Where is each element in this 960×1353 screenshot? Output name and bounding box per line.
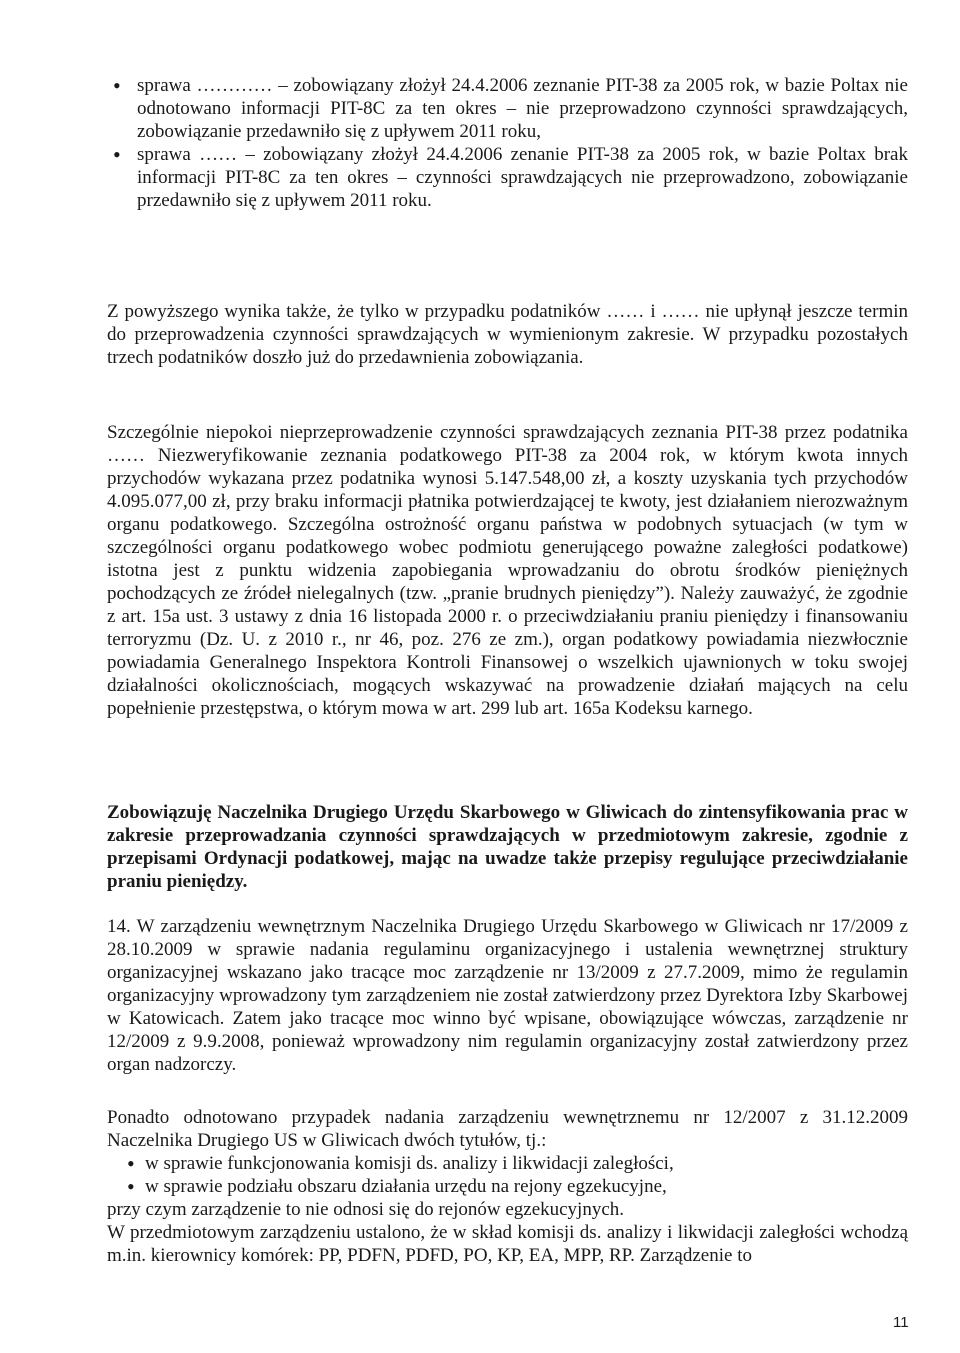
title-item: • w sprawie podziału obszaru działania urzędu na rejony egzekucyjne, xyxy=(107,1175,908,1198)
title-item: • w sprawie funkcjonowania komisji ds. analizy i likwidacji zaległości, xyxy=(107,1152,908,1175)
commission-paragraph: W przedmiotowym zarządzeniu ustalono, że w skład komisji ds. analizy i likwidacji zaległości wchodzą m.in. kierownicy komórek: PP, PDFN, PDFD, PO, KP, EA, MPP, RP. Zarządzenie to xyxy=(107,1222,908,1266)
concern-paragraph: Szczególnie niepokoi nieprzeprowadzenie czynności sprawdzających zeznania PIT-38 przez podatnika …… Niezweryfikowanie zeznania podatkowego PIT-38 za 2004 rok, w którym kwota innych przychodów wykazana przez podatnika wynosi 5.147.548,00 zł, a koszty uzyskania tych przychodów 4.095.077,00 zł, przy braku informacji płatnika potwierdzającej te kwoty, jest działaniem nierozważnym organu podatkowego. Szczególna ostrożność organu państwa w podobnych sytuacjach (w tym w szczególności organu podatkowego wobec podmiotu generującego poważne zaległości podatkowe) istotna jest z punktu widzenia zapobiegania wprowadzaniu do obrotu środków pieniężnych pochodzących ze źródeł nielegalnych (tzw. „pranie brudnych pieniędzy”). Należy zauważyć, że zgodnie z art. 15a ust. 3 ustawy z dnia 16 listopada 2000 r. o przeciwdziałaniu praniu pieniędzy i finansowaniu terroryzmu (Dz. U. z 2010 r., nr 46, poz. 276 ze zm.), organ podatkowy powiadamia niezwłocznie powiadamia Generalnego Inspektora Kontroli Finansowej o wszelkich ujawnionych w toku swojej działalności okolicznościach, mogących wskazywać na prowadzenie działań mających na celu popełnienie przestępstwa, o którym mowa w art. 299 lub art. 165a Kodeksu karnego. xyxy=(107,422,908,719)
titles-after: przy czym zarządzenie to nie odnosi się do rejonów egzekucyjnych. xyxy=(107,1199,625,1220)
titles-section xyxy=(107,1106,908,1267)
point-14-paragraph: 14. W zarządzeniu wewnętrznym Naczelnika Drugiego Urzędu Skarbowego w Gliwicach nr 17/2009 z 28.10.2009 w sprawie nadania regulaminu organizacyjnego i ustalenia wewnętrznej struktury organizacyjnej wskazano jako tracące moc zarządzenie nr 13/2009 z 27.7.2009, mimo że regulamin organizacyjny wprowadzony tym zarządzeniem nie został zatwierdzony przez Dyrektora Izby Skarbowej w Katowicach. Zatem jako tracące moc winno być wpisane, obowiązujące wówczas, zarządzenie nr 12/2009 z 9.9.2008, ponieważ wprowadzony nim regulamin organizacyjny został zatwierdzony przez organ nadzorczy. xyxy=(107,916,908,1075)
titles-intro: Ponadto odnotowano przypadek nadania zarządzeniu wewnętrznemu nr 12/2007 z 31.12.2009 Naczelnika Drugiego US w Gliwicach dwóch tytułów, tj.: xyxy=(107,1107,908,1151)
titles-list xyxy=(107,1152,908,1198)
page-number: 11 xyxy=(893,1314,909,1331)
case-list xyxy=(107,74,908,212)
case-item: • sprawa ………… – zobowiązany złożył 24.4.2006 zeznanie PIT-38 za 2005 rok, w bazie Poltax nie odnotowano informacji PIT-8C za ten okres – nie przeprowadzono czynności sprawdzających, zobowiązanie przedawniło się z upływem 2011 roku, xyxy=(107,74,908,143)
conclusion-paragraph: Z powyższego wynika także, że tylko w przypadku podatników …… i …… nie upłynął jeszcze termin do przeprowadzenia czynności sprawdzających w wymienionym zakresie. W przypadku pozostałych trzech podatników doszło już do przedawnienia zobowiązania. xyxy=(107,301,908,368)
obligation-paragraph: Zobowiązuję Naczelnika Drugiego Urzędu Skarbowego w Gliwicach do zintensyfikowania prac w zakresie przeprowadzania czynności sprawdzających w przedmiotowym zakresie, zgodnie z przepisami Ordynacji podatkowej, mając na uwadze także przepisy regulujące przeciwdziałanie praniu pieniędzy. xyxy=(107,802,908,892)
case-item: • sprawa …… – zobowiązany złożył 24.4.2006 zenanie PIT-38 za 2005 rok, w bazie Poltax brak informacji PIT-8C za ten okres – czynności sprawdzających nie przeprowadzono, zobowiązanie przedawniło się z upływem 2011 roku. xyxy=(107,143,908,212)
